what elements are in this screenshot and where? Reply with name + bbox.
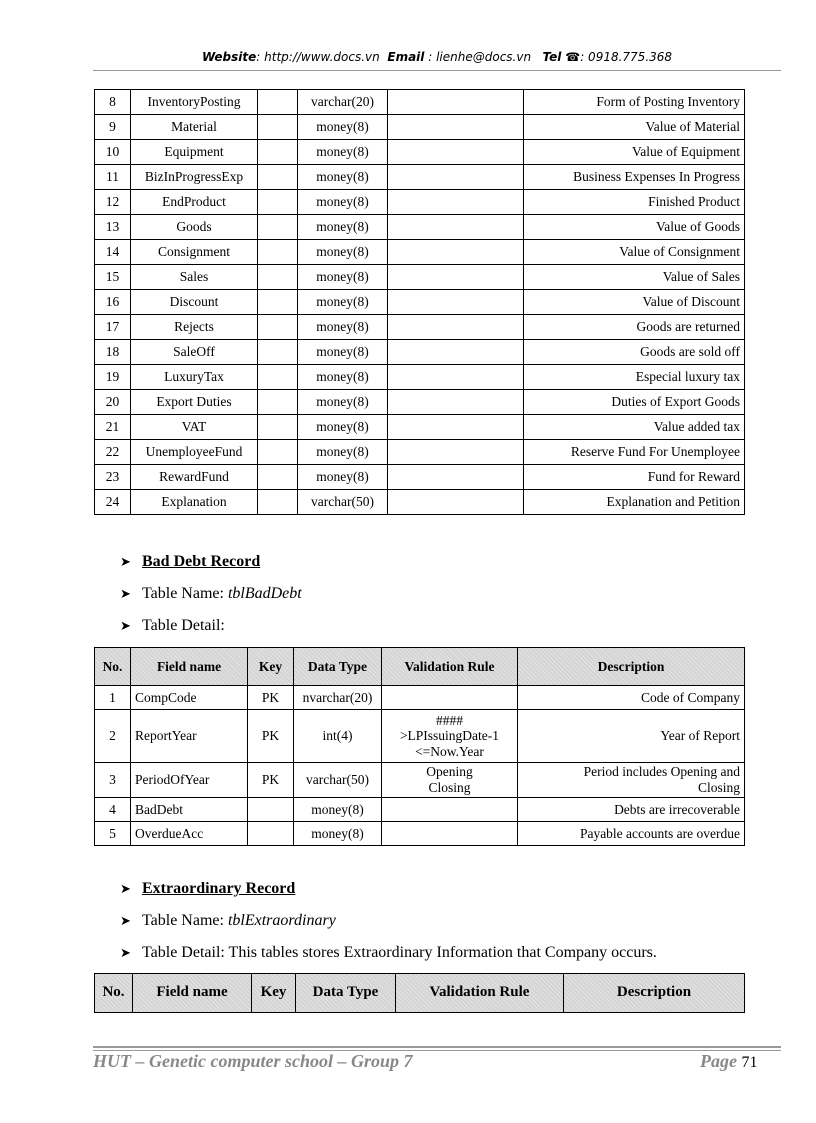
validation-rule-line: Opening [426, 764, 473, 780]
cell-validation-rule [388, 440, 524, 465]
table-name-label: Table Name: [142, 912, 228, 929]
cell-key [258, 265, 298, 290]
cell-data-type: varchar(20) [298, 90, 388, 115]
cell-description [518, 798, 745, 822]
cell-key [258, 465, 298, 490]
cell-data-type: money(8) [298, 315, 388, 340]
header-field-name: Field name [133, 974, 252, 1013]
cell-validation-rule [388, 465, 524, 490]
page-number-value: 71 [741, 1054, 758, 1071]
cell-data-type: money(8) [298, 340, 388, 365]
table-row [95, 798, 745, 822]
cell-description: Value of Consignment [524, 240, 745, 265]
cell-description: Form of Posting Inventory [524, 90, 745, 115]
cell-field-name: Sales [131, 265, 258, 290]
table-name-label: Table Name: [142, 585, 228, 602]
cell-data-type: varchar(50) [294, 763, 382, 798]
bullet-bad-debt-table-name [120, 585, 302, 603]
cell-key [258, 490, 298, 515]
cell-no: 15 [95, 265, 131, 290]
cell-description: Fund for Reward [524, 465, 745, 490]
cell-no: 2 [95, 710, 131, 763]
bullet-extraordinary-table-name [120, 912, 336, 930]
footer-title: HUT – Genetic computer school – Group 7 [93, 1051, 413, 1071]
cell-field-name: CompCode [131, 686, 248, 710]
table-name: tblBadDebt [227, 585, 302, 602]
cell-key [258, 315, 298, 340]
cell-field-name: Explanation [131, 490, 258, 515]
bullet-extraordinary-detail [120, 944, 657, 962]
cell-no: 12 [95, 190, 131, 215]
header-no: No. [95, 974, 133, 1013]
table-header-row [95, 974, 745, 1013]
cell-description: Goods are sold off [524, 340, 745, 365]
cell-field-name: Goods [131, 215, 258, 240]
cell-description: Value of Discount [524, 290, 745, 315]
cell-validation-rule [388, 115, 524, 140]
cell-no: 13 [95, 215, 131, 240]
cell-description: Value added tax [524, 415, 745, 440]
cell-description: Value of Equipment [524, 140, 745, 165]
table-name: tblExtraordinary [227, 912, 336, 929]
cell-validation-rule [388, 390, 524, 415]
description-line: Year of Report [660, 728, 740, 744]
cell-key: PK [248, 686, 294, 710]
arrow-bullet-icon: ➤ [120, 882, 131, 897]
cell-no: 20 [95, 390, 131, 415]
cell-validation-rule [388, 215, 524, 240]
cell-data-type: nvarchar(20) [294, 686, 382, 710]
table-row [95, 140, 745, 165]
cell-no: 19 [95, 365, 131, 390]
cell-data-type: money(8) [298, 190, 388, 215]
cell-field-name: InventoryPosting [131, 90, 258, 115]
cell-validation-rule [382, 763, 518, 798]
cell-validation-rule [388, 140, 524, 165]
cell-data-type: money(8) [298, 465, 388, 490]
table-row [95, 686, 745, 710]
validation-rule-line: <=Now.Year [415, 743, 484, 759]
cell-field-name: PeriodOfYear [131, 763, 248, 798]
cell-key [258, 140, 298, 165]
table-row [95, 90, 745, 115]
cell-description: Value of Sales [524, 265, 745, 290]
cell-field-name: LuxuryTax [131, 365, 258, 390]
email-label: Email [387, 50, 425, 64]
table-row [95, 465, 745, 490]
cell-field-name: EndProduct [131, 190, 258, 215]
bullet-extraordinary-title [120, 880, 295, 898]
table-row [95, 390, 745, 415]
cell-validation-rule [382, 710, 518, 763]
table-row [95, 415, 745, 440]
cell-data-type: money(8) [298, 165, 388, 190]
bad-debt-table [94, 647, 745, 846]
header-key: Key [252, 974, 296, 1013]
arrow-bullet-icon: ➤ [120, 587, 131, 602]
header-divider [93, 70, 781, 71]
header-description: Description [518, 648, 745, 686]
cell-description: Finished Product [524, 190, 745, 215]
cell-no: 23 [95, 465, 131, 490]
phone-icon: ☎ [565, 50, 581, 64]
cell-key [258, 440, 298, 465]
table-row [95, 490, 745, 515]
table-row [95, 165, 745, 190]
cell-data-type: money(8) [298, 115, 388, 140]
cell-data-type: money(8) [294, 798, 382, 822]
table-header-row [95, 648, 745, 686]
description-line: Payable accounts are overdue [579, 825, 740, 841]
cell-field-name: VAT [131, 415, 258, 440]
arrow-bullet-icon: ➤ [120, 619, 131, 634]
cell-no: 9 [95, 115, 131, 140]
table-detail-label: Table Detail: This tables stores Extraordinary Information that Company occurs. [142, 944, 657, 961]
cell-field-name: UnemployeeFund [131, 440, 258, 465]
cell-no: 5 [95, 822, 131, 846]
arrow-bullet-icon: ➤ [120, 914, 131, 929]
header-validation-rule: Validation Rule [382, 648, 518, 686]
cell-validation-rule [388, 240, 524, 265]
cell-data-type: money(8) [298, 265, 388, 290]
validation-rule-line: >LPIssuingDate-1 [399, 728, 500, 744]
cell-description [518, 686, 745, 710]
cell-no: 24 [95, 490, 131, 515]
table-row [95, 710, 745, 763]
cell-data-type: money(8) [298, 365, 388, 390]
cell-data-type: int(4) [294, 710, 382, 763]
cell-no: 3 [95, 763, 131, 798]
cell-data-type: money(8) [298, 415, 388, 440]
bullet-bad-debt-title [120, 553, 260, 571]
cell-no: 21 [95, 415, 131, 440]
table-row [95, 440, 745, 465]
header-data-type: Data Type [294, 648, 382, 686]
cell-no: 8 [95, 90, 131, 115]
description-line: Closing [697, 780, 740, 795]
arrow-bullet-icon: ➤ [120, 555, 131, 570]
table-row [95, 190, 745, 215]
header-description: Description [564, 974, 745, 1013]
cell-validation-rule [388, 315, 524, 340]
cell-key [258, 290, 298, 315]
table-row [95, 763, 745, 798]
cell-description: Explanation and Petition [524, 490, 745, 515]
cell-key [258, 240, 298, 265]
table-row [95, 822, 745, 846]
cell-validation-rule [382, 686, 518, 710]
cell-field-name: BizInProgressExp [131, 165, 258, 190]
cell-description: Goods are returned [524, 315, 745, 340]
cell-key [258, 340, 298, 365]
cell-data-type: money(8) [298, 140, 388, 165]
cell-validation-rule [382, 798, 518, 822]
cell-validation-rule [388, 365, 524, 390]
section-title: Extraordinary Record [142, 880, 296, 897]
cell-description [518, 763, 745, 798]
cell-validation-rule [388, 165, 524, 190]
description-line: Code of Company [641, 689, 740, 705]
cell-key [258, 115, 298, 140]
cell-data-type: money(8) [294, 822, 382, 846]
table-row [95, 315, 745, 340]
cell-description: Value of Material [524, 115, 745, 140]
cell-data-type: money(8) [298, 390, 388, 415]
fields-table-continued [94, 89, 745, 515]
cell-validation-rule [388, 415, 524, 440]
cell-no: 10 [95, 140, 131, 165]
cell-field-name: BadDebt [131, 798, 248, 822]
header-key: Key [248, 648, 294, 686]
footer-divider [93, 1046, 781, 1048]
header-no: No. [95, 648, 131, 686]
cell-field-name: ReportYear [131, 710, 248, 763]
cell-description [518, 710, 745, 763]
cell-data-type: money(8) [298, 290, 388, 315]
cell-key [248, 798, 294, 822]
cell-validation-rule [388, 340, 524, 365]
validation-rule-line: #### [436, 712, 463, 728]
table-row [95, 265, 745, 290]
table-row [95, 115, 745, 140]
website-label: Website [201, 50, 257, 64]
cell-no: 22 [95, 440, 131, 465]
cell-field-name: Consignment [131, 240, 258, 265]
cell-no: 18 [95, 340, 131, 365]
page-label: Page [700, 1051, 737, 1071]
cell-data-type: money(8) [298, 215, 388, 240]
cell-validation-rule [382, 822, 518, 846]
cell-key [258, 390, 298, 415]
bullet-bad-debt-detail [120, 617, 225, 635]
table-row [95, 290, 745, 315]
cell-key [258, 190, 298, 215]
website-value[interactable]: : http://www.docs.vn [256, 50, 380, 64]
validation-rule-line: Closing [428, 780, 471, 795]
section-title: Bad Debt Record [142, 553, 261, 570]
table-row [95, 365, 745, 390]
cell-field-name: Export Duties [131, 390, 258, 415]
description-line: Period includes Opening and [583, 764, 740, 780]
email-value[interactable]: : lienhe@docs.vn [428, 50, 532, 64]
cell-description: Business Expenses In Progress [524, 165, 745, 190]
table-row [95, 215, 745, 240]
cell-no: 1 [95, 686, 131, 710]
cell-description: Duties of Export Goods [524, 390, 745, 415]
table-row [95, 240, 745, 265]
cell-no: 4 [95, 798, 131, 822]
cell-field-name: Equipment [131, 140, 258, 165]
cell-key: PK [248, 763, 294, 798]
tel-label: Tel [542, 50, 562, 64]
cell-field-name: RewardFund [131, 465, 258, 490]
cell-no: 14 [95, 240, 131, 265]
header-field-name: Field name [131, 648, 248, 686]
cell-field-name: OverdueAcc [131, 822, 248, 846]
cell-key: PK [248, 710, 294, 763]
cell-no: 16 [95, 290, 131, 315]
cell-no: 11 [95, 165, 131, 190]
cell-validation-rule [388, 190, 524, 215]
cell-description: Reserve Fund For Unemployee [524, 440, 745, 465]
cell-field-name: Discount [131, 290, 258, 315]
cell-description: Value of Goods [524, 215, 745, 240]
cell-field-name: Rejects [131, 315, 258, 340]
cell-no: 17 [95, 315, 131, 340]
page-number [700, 1051, 757, 1072]
table-detail-label: Table Detail: [142, 617, 225, 634]
cell-validation-rule [388, 290, 524, 315]
cell-key [258, 165, 298, 190]
cell-key [258, 365, 298, 390]
cell-description [518, 822, 745, 846]
header-data-type: Data Type [296, 974, 396, 1013]
page-header [93, 50, 781, 70]
cell-description: Especial luxury tax [524, 365, 745, 390]
cell-validation-rule [388, 90, 524, 115]
cell-validation-rule [388, 490, 524, 515]
cell-data-type: money(8) [298, 240, 388, 265]
arrow-bullet-icon: ➤ [120, 946, 131, 961]
description-line: Debts are irrecoverable [614, 801, 740, 817]
cell-data-type: money(8) [298, 440, 388, 465]
tel-value: : 0918.775.368 [580, 50, 673, 64]
cell-key [258, 415, 298, 440]
table-row [95, 340, 745, 365]
cell-field-name: Material [131, 115, 258, 140]
cell-data-type: varchar(50) [298, 490, 388, 515]
cell-validation-rule [388, 265, 524, 290]
cell-key [258, 90, 298, 115]
extraordinary-table [94, 973, 745, 1013]
cell-key [248, 822, 294, 846]
cell-field-name: SaleOff [131, 340, 258, 365]
header-validation-rule: Validation Rule [396, 974, 564, 1013]
cell-key [258, 215, 298, 240]
